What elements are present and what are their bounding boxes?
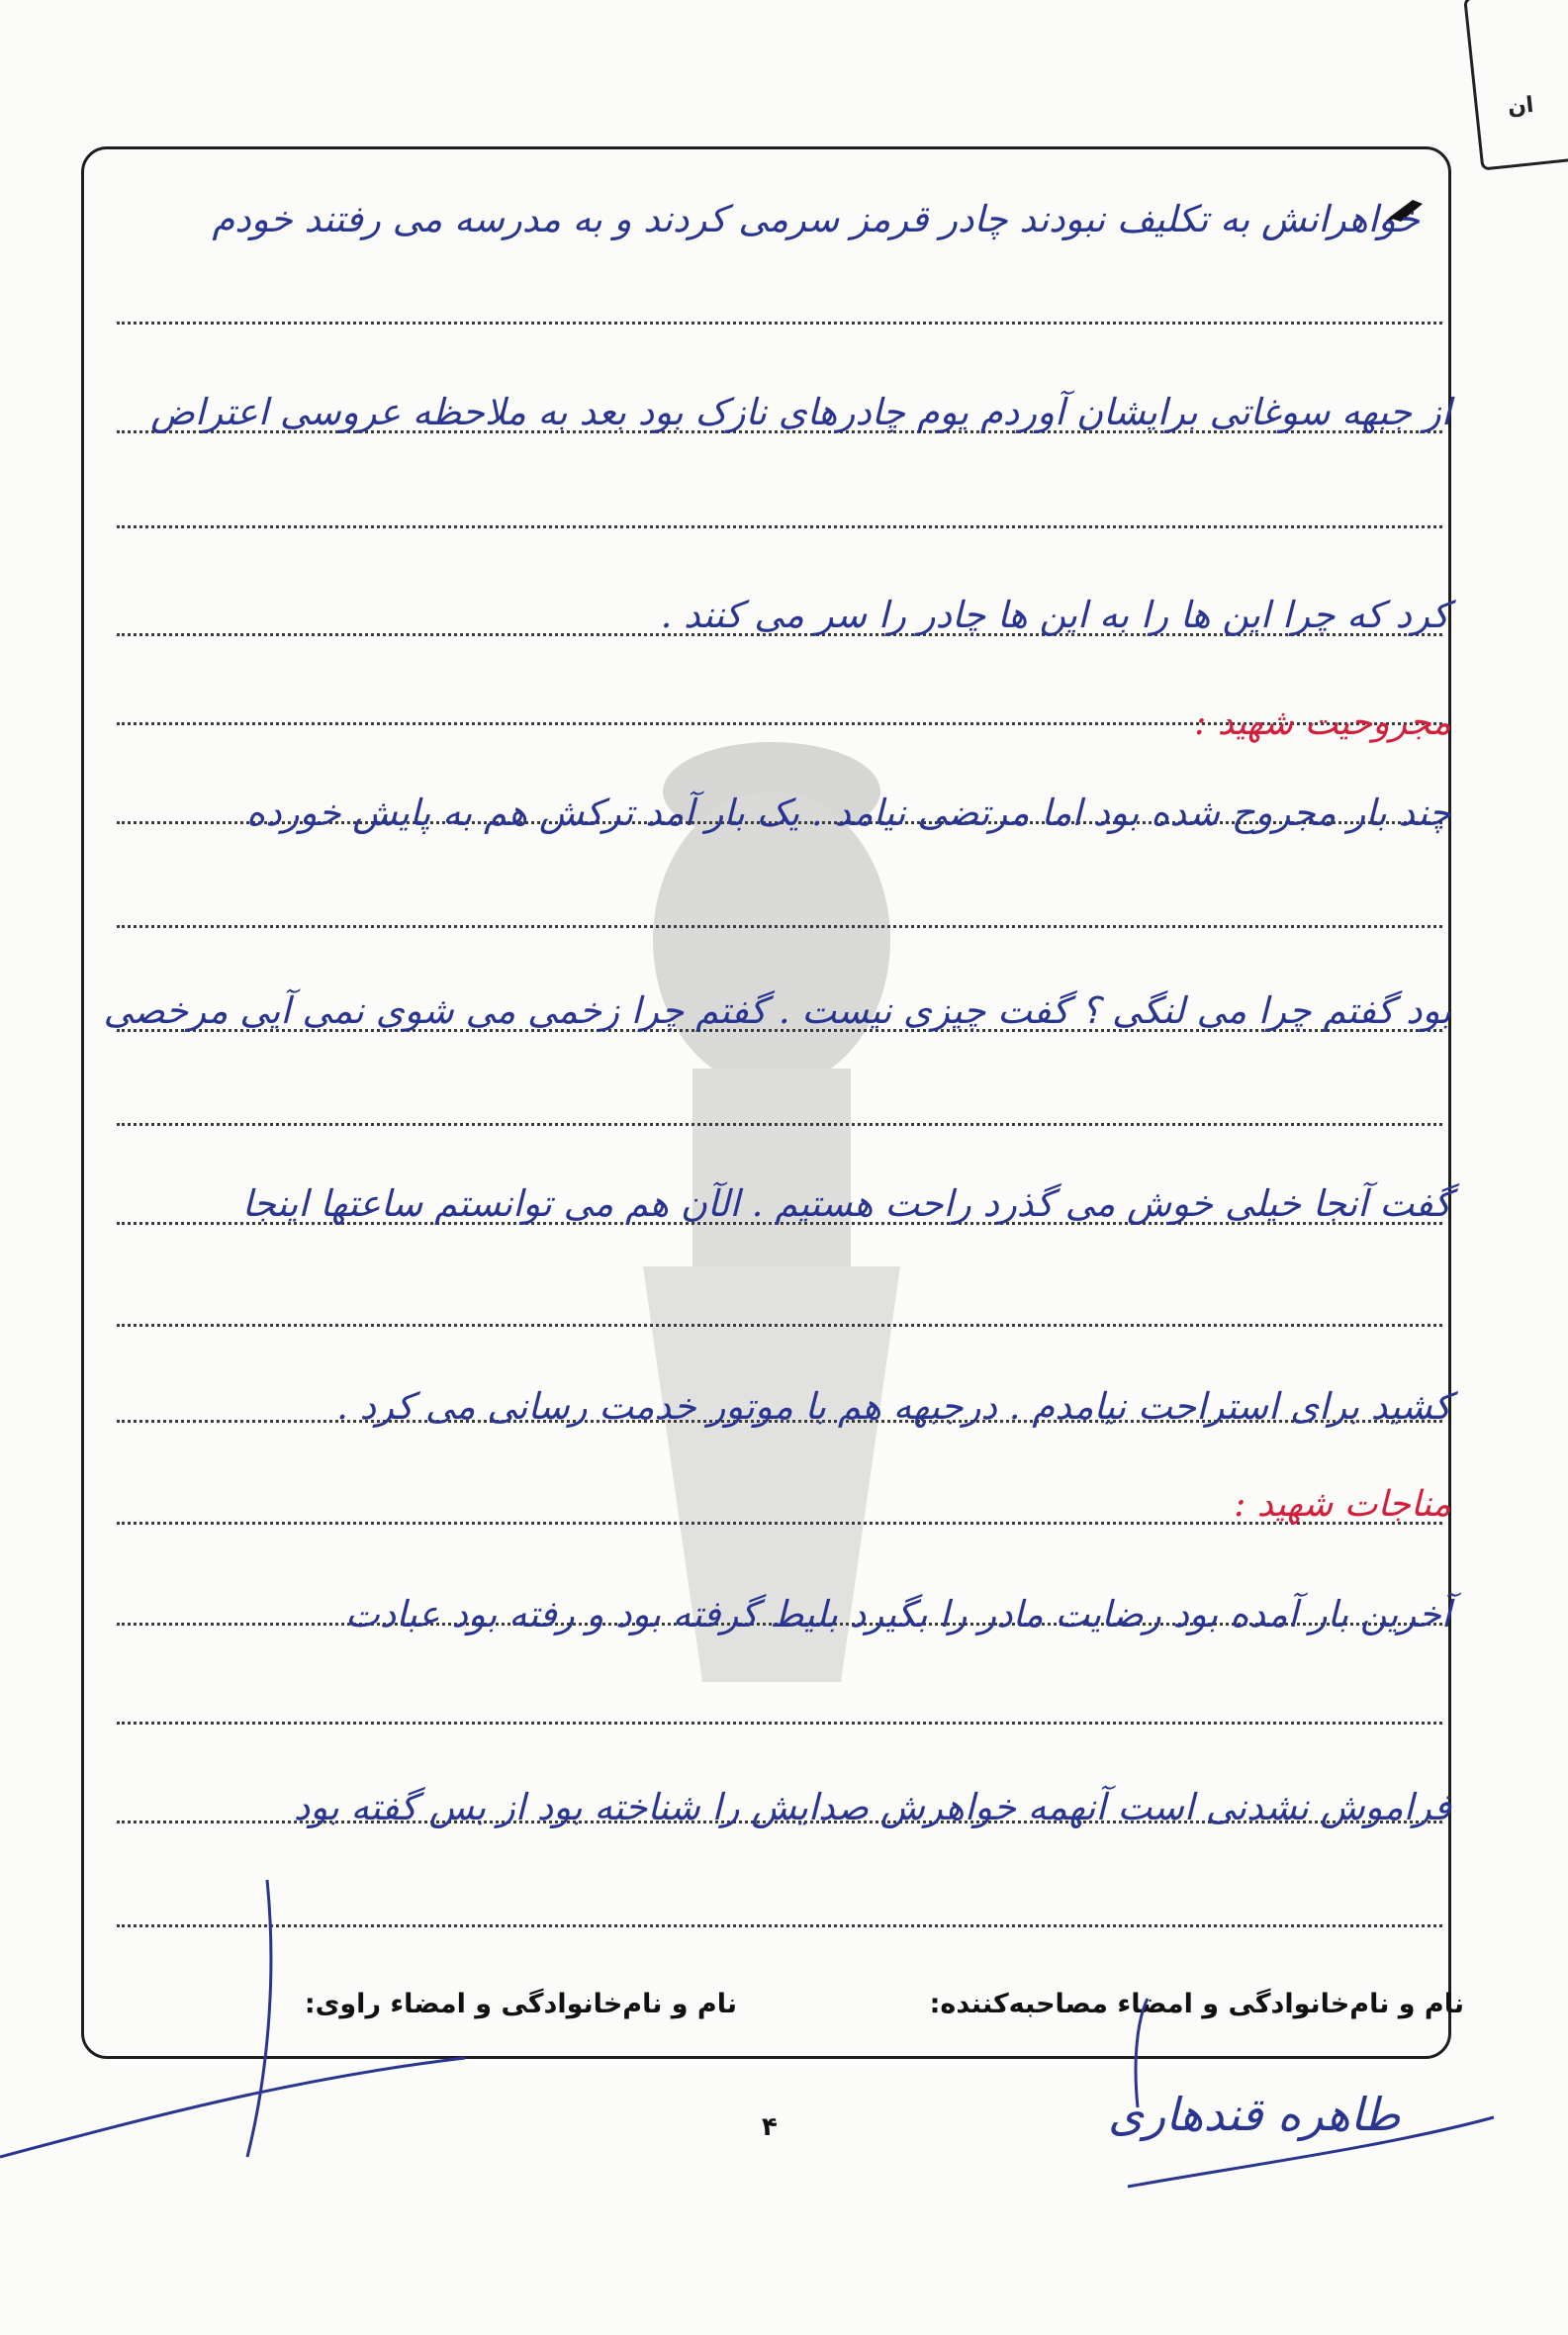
section-heading: مجروحیت شهید : [1194,702,1451,743]
handwritten-line: خواهرانش به تکلیف نبودند چادر قرمز سرمی کردند و به مدرسه می رفتند خودم [212,198,1420,240]
ruled-line [117,1123,1442,1126]
ruled-line [117,925,1442,928]
handwritten-signature: طاهره قندهاری [1108,2088,1401,2141]
interviewer-signature-label: نام و نام‌خانوادگی و امضاء مصاحبه‌کننده: [929,1989,1464,2019]
handwritten-line: چند بار مجروح شده بود اما مرتضی نیامد . یک بار آمد ترکش هم به پایش خورده [245,792,1451,834]
ruled-line [117,1324,1442,1327]
handwritten-line: از جبهه سوغاتی برایشان آوردم یوم چادرهای نازک بود بعد به ملاحظه عروسی اعتراض [150,391,1451,433]
handwritten-line: بود گفتم چرا می لنگی ؟ گفت چیزی نیست . گفتم چرا زخمی می شوی نمی آیی مرخصی [103,989,1451,1032]
page-number: ۴ [762,2112,778,2142]
handwritten-line: کشید برای استراحت نیامدم . درجبهه هم با موتور خدمت رسانی می کرد . [336,1385,1451,1428]
handwritten-line: آخرین بار آمده بود رضایت مادر را بگیرد بلیط گرفته بود و رفته بود عبادت [344,1593,1451,1635]
signature-strokes [0,1860,1568,2256]
handwritten-line: کرد که چرا این ها را به این ها چادر را سر می کنند . [660,594,1449,636]
corner-stamp [1463,0,1568,171]
stamp-text: ان [1506,92,1535,121]
handwritten-line: گفت آنجا خیلی خوش می گذرد راحت هستیم . الآن هم می توانستم ساعتها اینجا [241,1182,1451,1225]
section-heading: مناجات شهید : [1234,1484,1451,1525]
handwritten-line: فراموش نشدنی است آنهمه خواهرش صدایش را شناخته بود از بس گفته بود [293,1786,1451,1828]
ruled-line [117,525,1442,528]
ruled-line [117,322,1442,325]
narrator-signature-label: نام و نام‌خانوادگی و امضاء راوی: [304,1989,737,2019]
ruled-line [117,1722,1442,1725]
